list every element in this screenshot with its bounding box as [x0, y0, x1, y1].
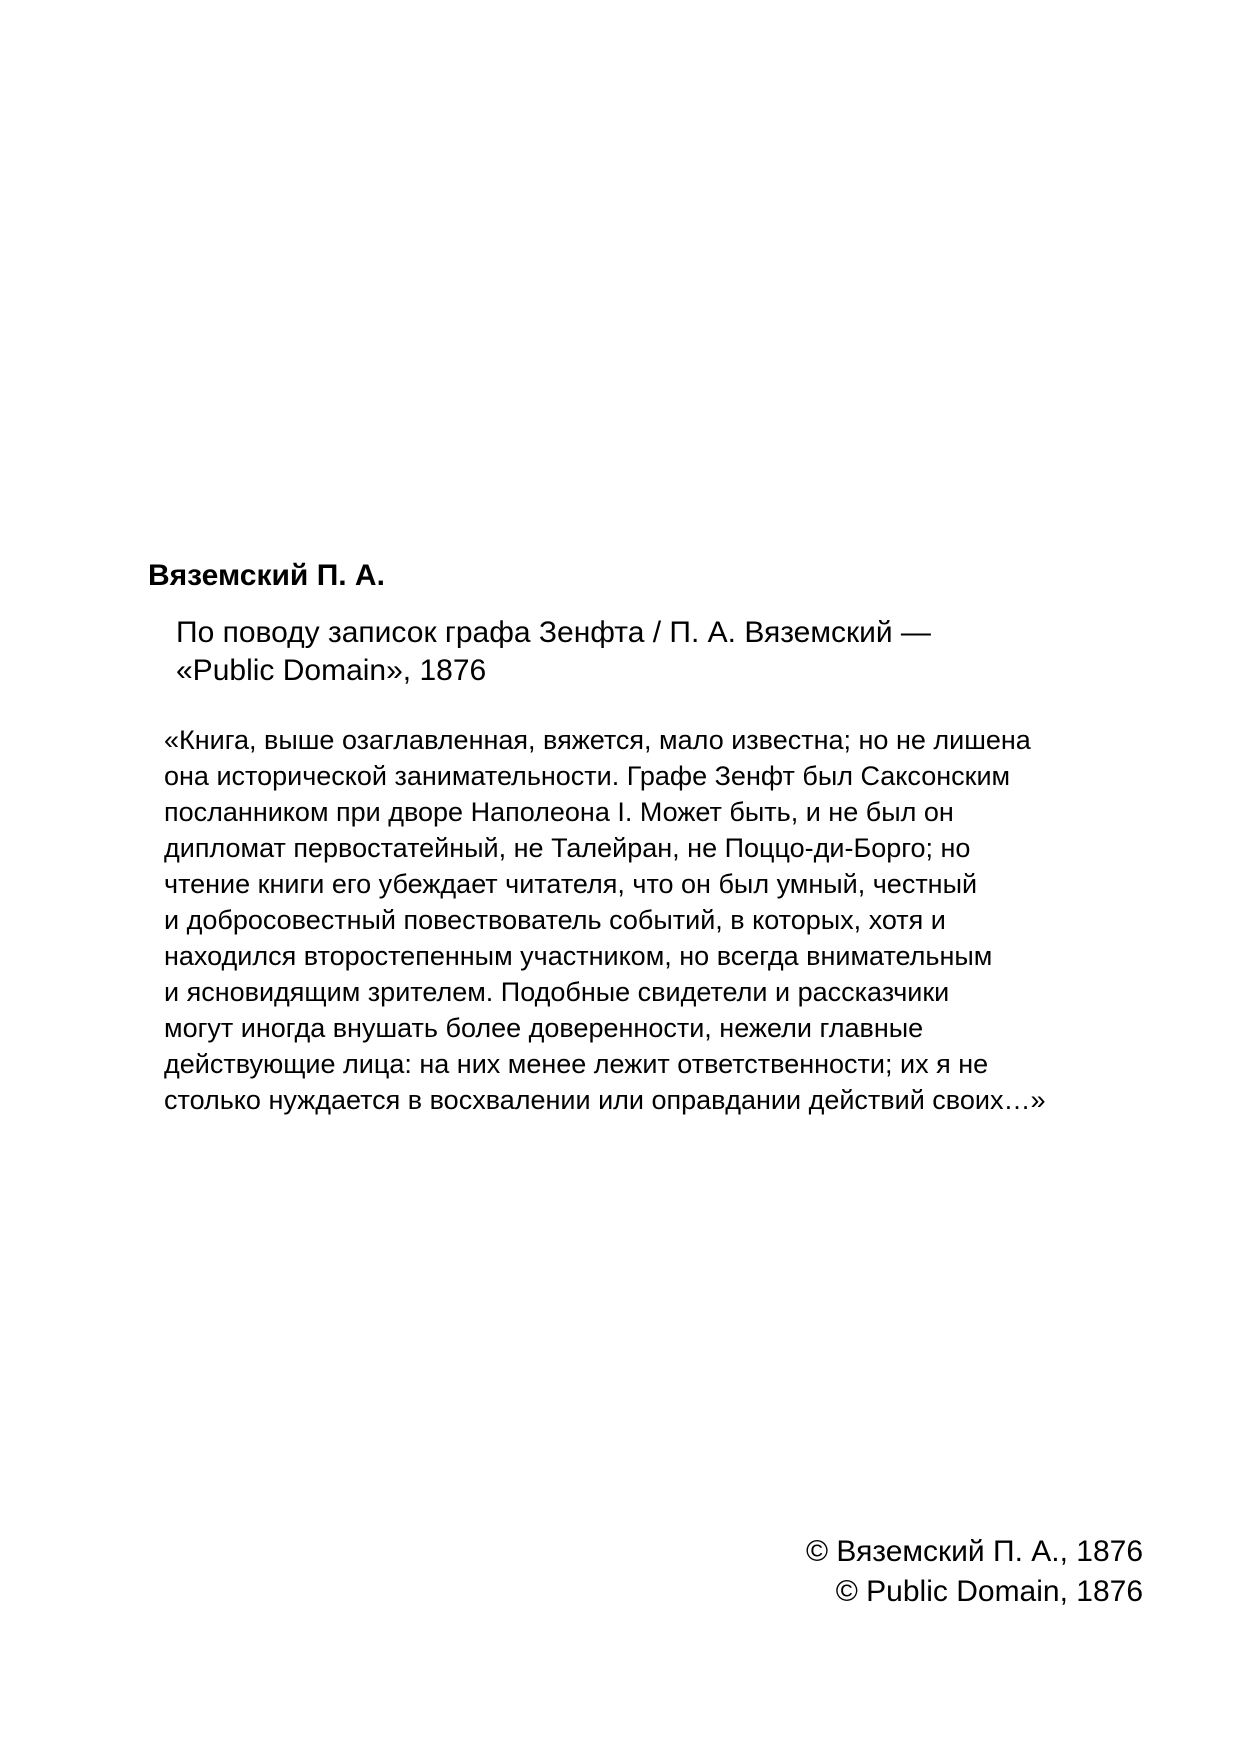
annotation-line: находился второстепенным участником, но всегда внимательным	[164, 941, 993, 971]
annotation-line: чтение книги его убеждает читателя, что он был умный, честный	[164, 869, 978, 899]
bibliographic-record	[176, 614, 931, 690]
bibliography-publisher-line: «Public Domain», 1876	[176, 654, 487, 687]
author-name: Вяземский П. А.	[148, 559, 385, 592]
annotation-line: действующие лица: на них менее лежит ответственности; их я не	[164, 1049, 989, 1079]
copyright-public-domain-line: © Public Domain, 1876	[835, 1575, 1143, 1608]
copyright-block	[806, 1532, 1143, 1612]
annotation-line: столько нуждается в восхвалении или оправдании действий своих…»	[164, 1085, 1046, 1115]
annotation-paragraph	[164, 722, 1045, 1118]
annotation-line: и добросовестный повествователь событий, в которых, хотя и	[164, 905, 946, 935]
annotation-line: она исторической занимательности. Графе Зенфт был Саксонским	[164, 761, 1011, 791]
copyright-author-line: © Вяземский П. А., 1876	[805, 1535, 1143, 1568]
annotation-line: дипломат первостатейный, не Талейран, не Поццо-ди-Борго; но	[164, 833, 971, 863]
annotation-line: «Книга, выше озаглавленная, вяжется, мало известна; но не лишена	[164, 725, 1031, 755]
bibliography-title-line: По поводу записок графа Зенфта / П. А. Вяземский —	[176, 616, 931, 649]
annotation-line: могут иногда внушать более доверенности, нежели главные	[164, 1013, 924, 1043]
annotation-line: и ясновидящим зрителем. Подобные свидетели и рассказчики	[164, 977, 950, 1007]
annotation-line: посланником при дворе Наполеона I. Может быть, и не был он	[164, 797, 954, 827]
